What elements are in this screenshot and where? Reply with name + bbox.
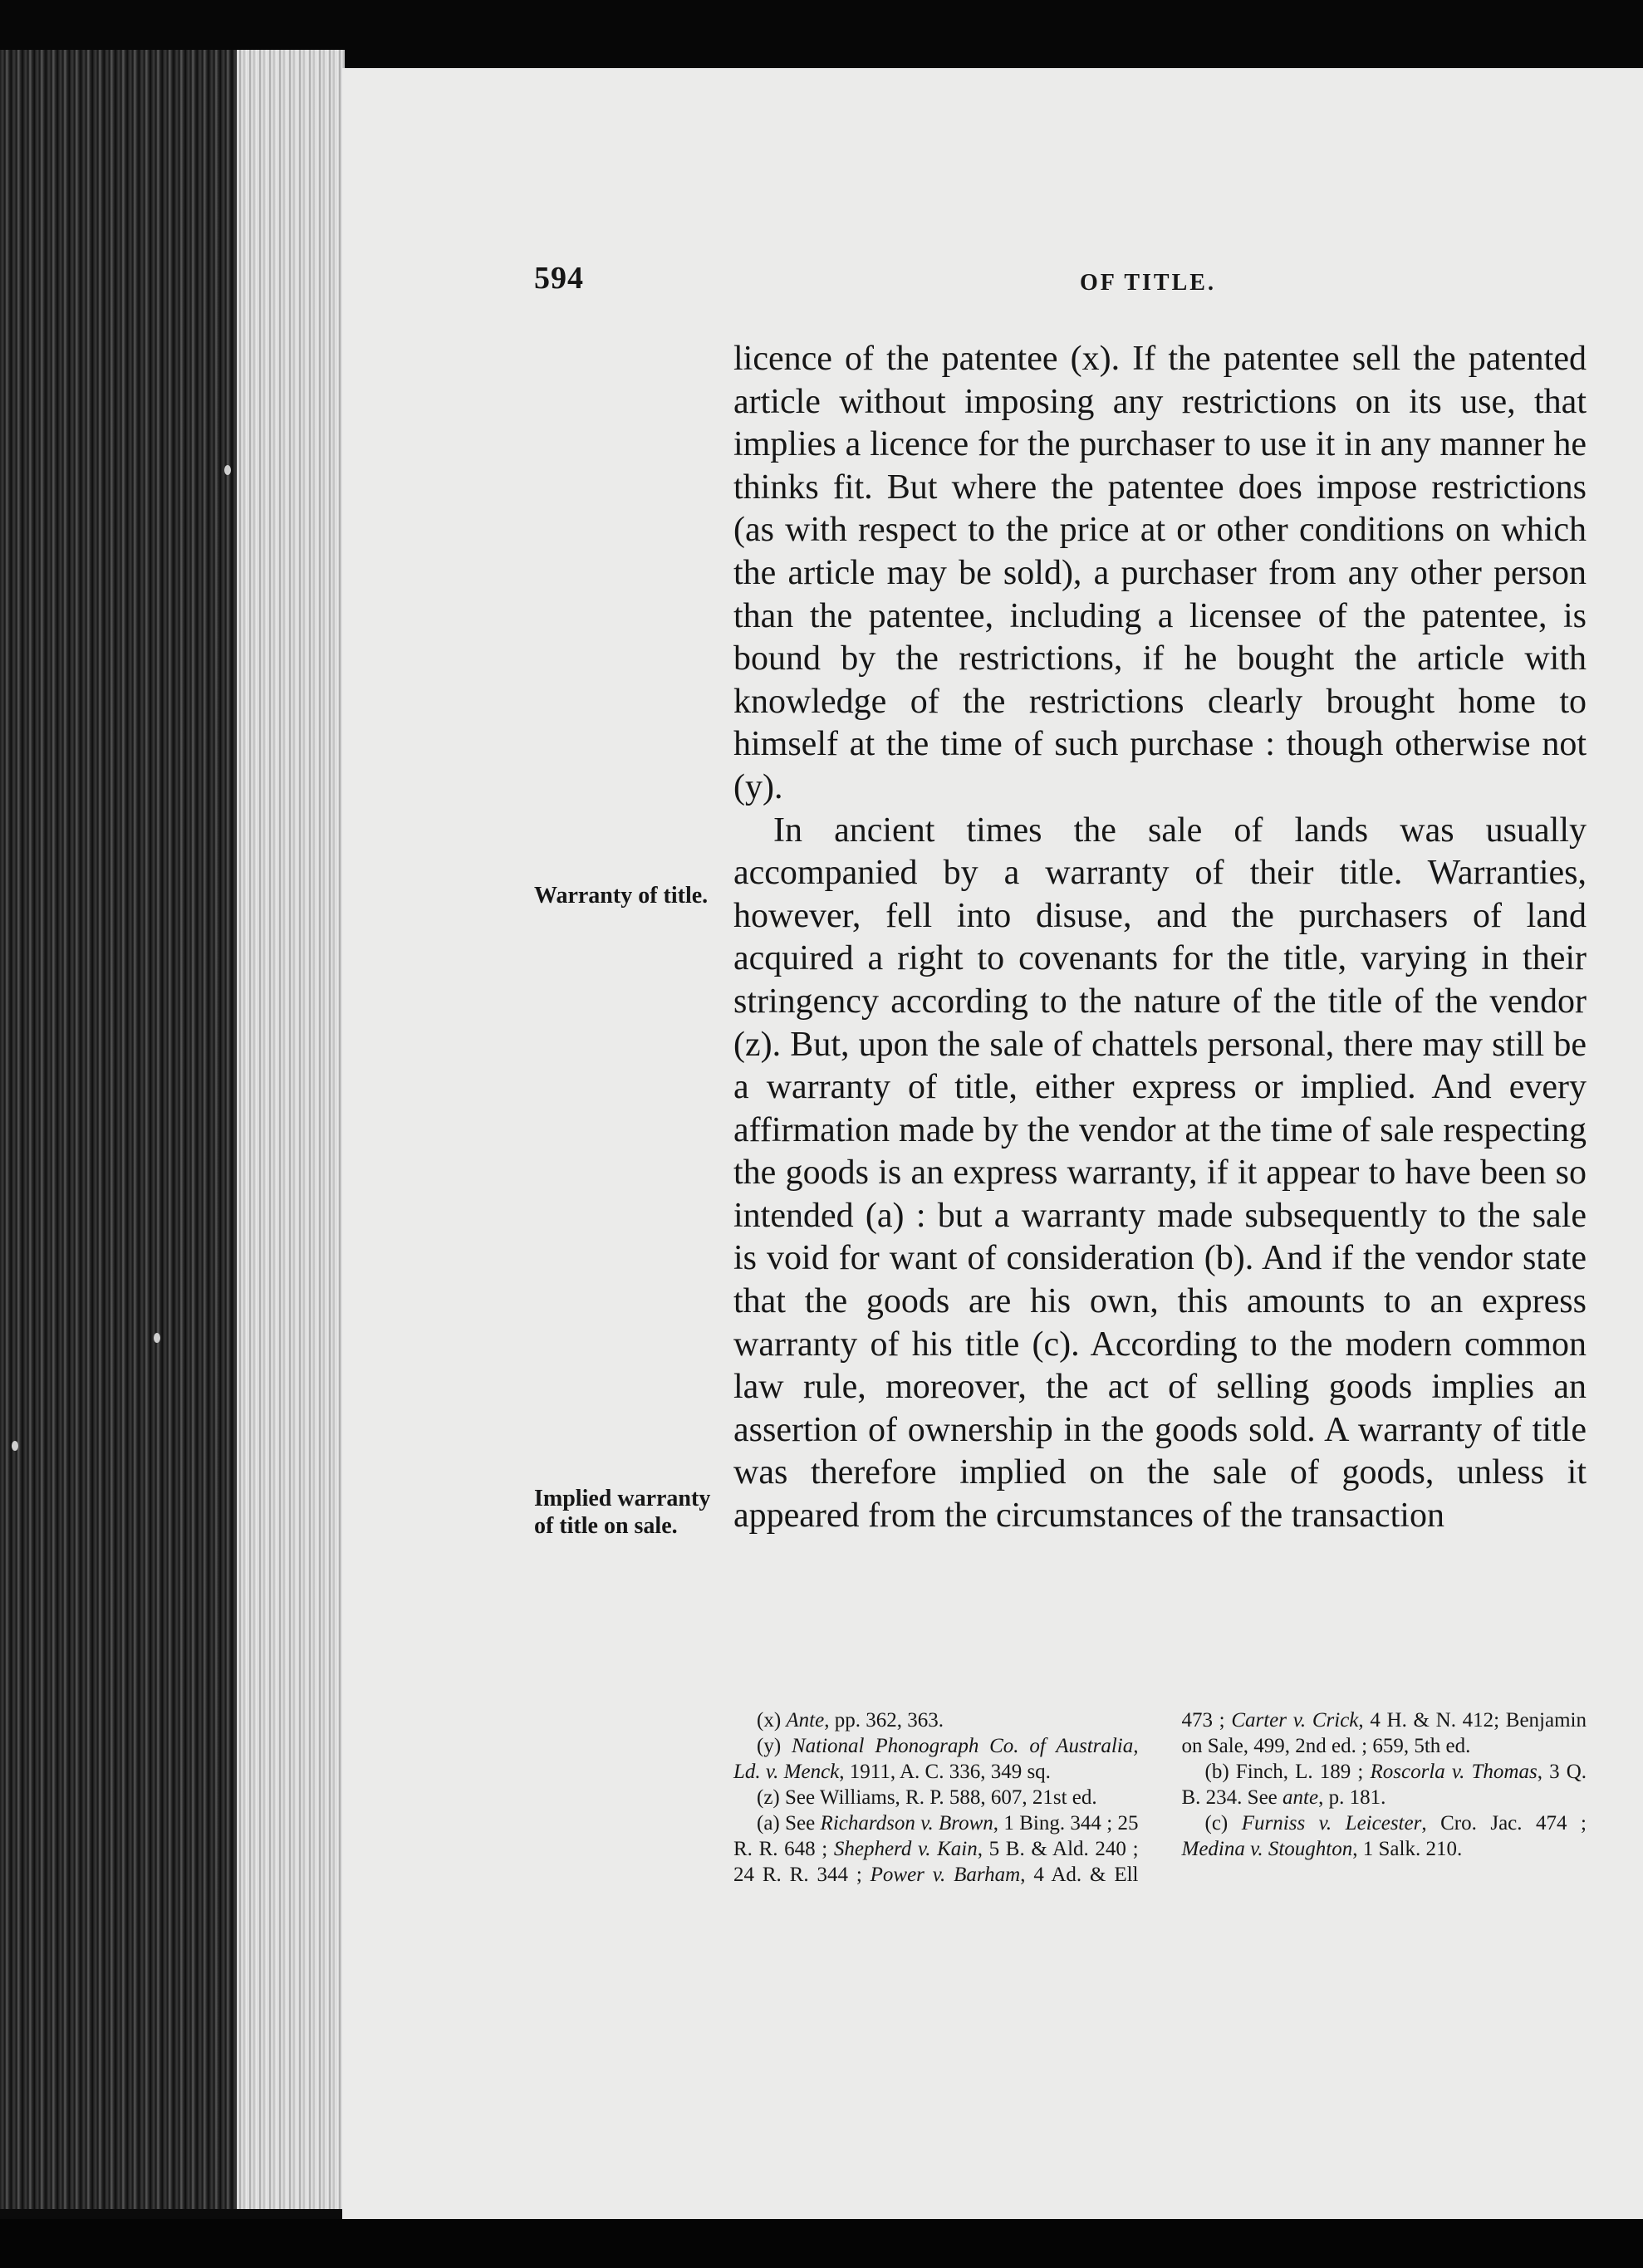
scan-speck	[154, 1333, 160, 1343]
paragraph: licence of the patentee (x). If the patentee sell the patented article without imposing any restrictions on its use, that implies a licence for the purchaser to use it in any manner he thinks fit. But where the patentee does impose restrictions (as with respect to the price at or other conditions on which the article may be sold), a purchaser from any other person than the patentee, including a licensee of the patentee, is bound by the restrictions, if he bought the article with knowledge of the restrictions clearly brought home to himself at the time of such purchase : though otherwise not (y).	[733, 340, 1587, 806]
paragraph: In ancient times the sale of lands was usually accompanied by a warranty of their title. Warranties, however, fell into disuse, and the purchasers of land acquired a right to covenants for the title, varying in their stringency according to the nature of the title of the vendor (z). But, upon the sale of chattels personal, there may still be a warranty of title, either express or implied. And every affirmation made by the vendor at the time of sale respecting the goods is an express warranty, if it appear to have been so intended (a) : but a warranty made subsequently to the sale is void for want of consideration (b). And if the vendor state that the goods are his own, this amounts to an express warranty of his title (c). According to the modern common law rule, moreover, the act of selling goods implies an assertion of ownership in the goods sold. A warranty of title was therefore implied on the sale of goods, unless it appeared from the circumstances of the transaction	[733, 811, 1587, 1536]
scan-speck	[224, 465, 231, 475]
running-head: OF TITLE.	[1080, 270, 1216, 296]
footnote-a: (a) See Richardson v. Brown, 1 Bing. 344 ; 25 R. R. 648 ; Shepherd v. Kain, 5 B. & Ald. 240 ; 24 R. R. 344 ; Power v. Barham, 4 Ad. & Ell 473 ; Carter v. Crick, 4 H. & N. 412; Benjamin on Sale, 499, 2nd ed. ; 659, 5th ed.	[733, 1709, 1587, 1886]
body-text	[733, 338, 1587, 1538]
page-number: 594	[534, 261, 584, 296]
footnote-z: (z) See Williams, R. P. 588, 607, 21st ed.	[757, 1786, 1097, 1809]
margin-note-implied-warranty: Implied warranty of title on sale.	[534, 1486, 711, 1539]
scan-bottom-border	[0, 2219, 1643, 2268]
margin-note-warranty-of-title: Warranty of title.	[534, 883, 709, 909]
book-spine	[0, 50, 237, 2209]
footnote-y: (y) National Phonograph Co. of Australia, Ld. v. Menck, 1911, A. C. 336, 349 sq.	[733, 1735, 1139, 1783]
scan-speck	[12, 1441, 18, 1451]
footnote-b: (b) Finch, L. 189 ; Roscorla v. Thomas, 3 Q. B. 234. See ante, p. 181.	[1181, 1761, 1587, 1809]
footnote-c: (c) Furniss v. Leicester, Cro. Jac. 474 ; Medina v. Stoughton, 1 Salk. 210.	[1181, 1812, 1587, 1860]
footnote-x: (x) Ante, pp. 362, 363.	[757, 1709, 944, 1732]
footnotes	[733, 1707, 1587, 1888]
page-edges	[237, 50, 345, 2209]
